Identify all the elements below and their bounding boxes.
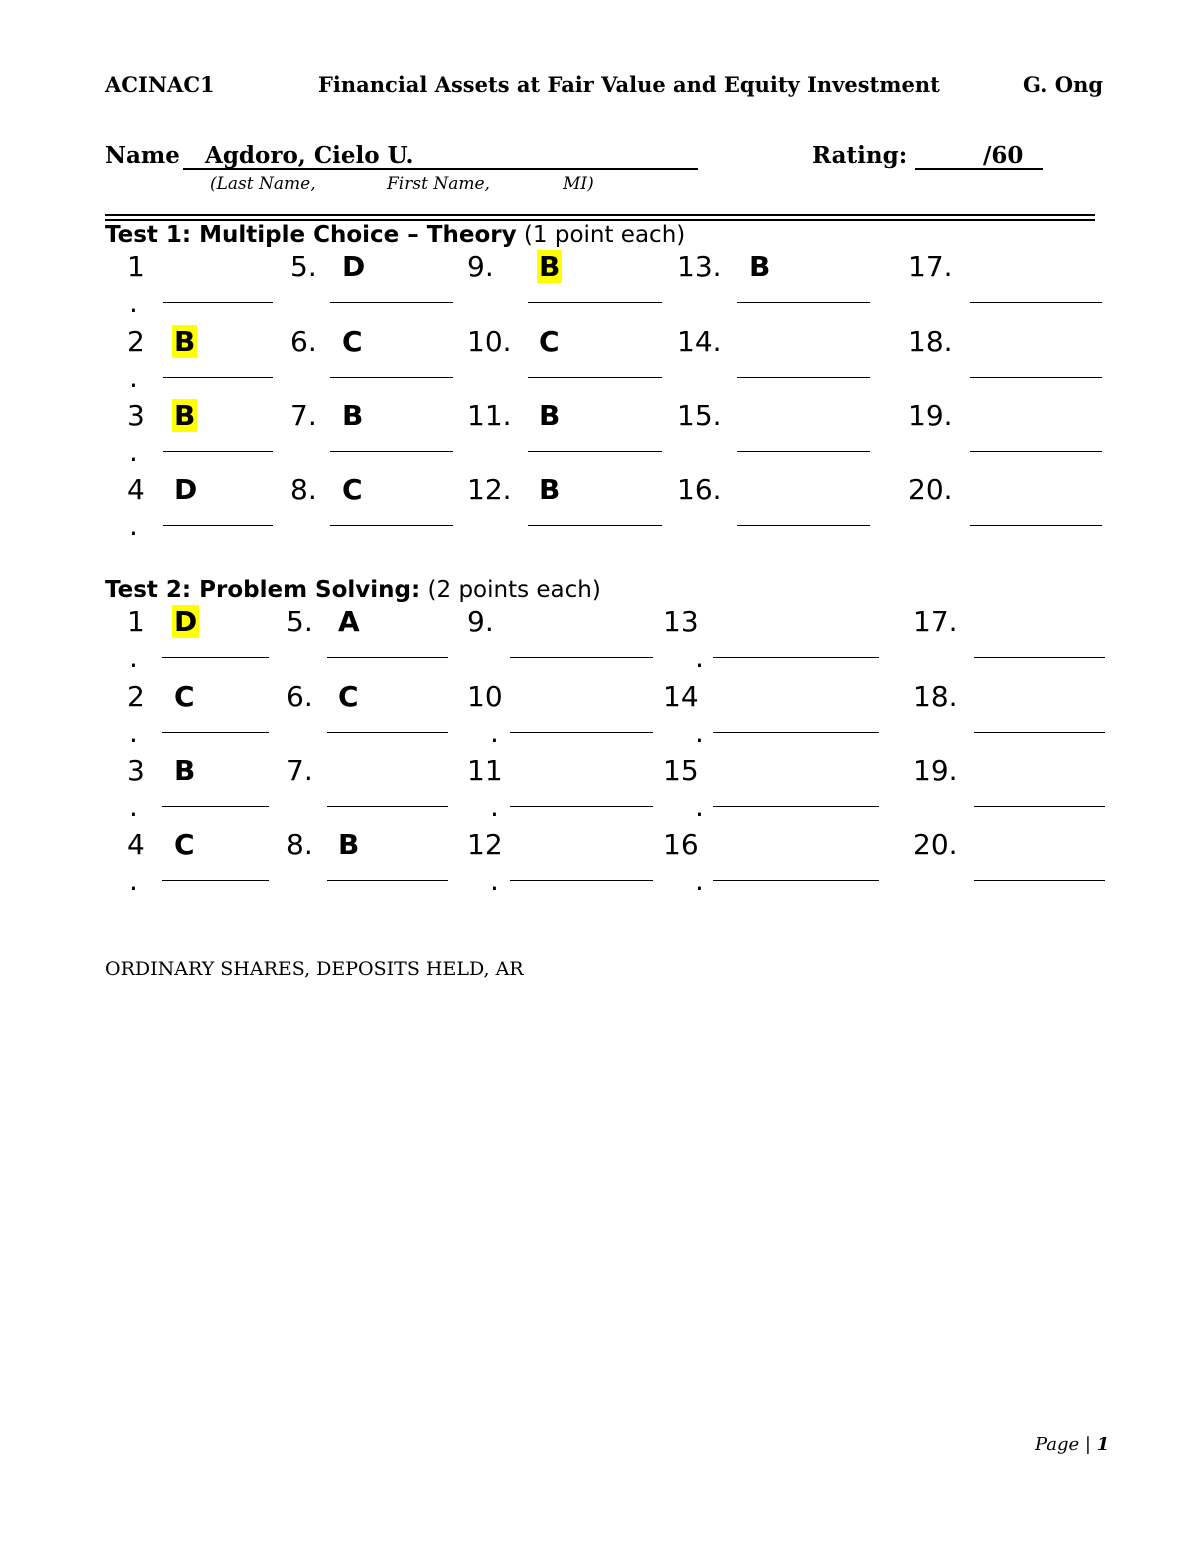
test1-item-number: 13. [677,250,722,283]
test1-answer-blank[interactable] [737,302,870,303]
test2-item-dot: . [490,864,499,897]
test1-answer-blank[interactable] [528,377,662,378]
test2-item-number: 6. [286,680,313,713]
test1-item-dot: . [129,286,138,319]
rating-total: /60 [983,142,1024,169]
test1-answer: B [539,250,561,283]
test2-item-number: 19. [913,754,958,787]
hint-mi: MI) [563,174,594,194]
rating-label: Rating: [812,142,908,169]
test1-item-number: 8. [290,473,317,506]
test2-answer-blank[interactable] [510,657,653,658]
test2-item-dot: . [695,716,704,749]
test1-answer: B [539,473,561,506]
course-code: ACINAC1 [105,72,215,97]
test2-answer-blank[interactable] [713,880,879,881]
test2-title-points: (2 points each) [420,577,601,603]
test1-answer: B [174,325,196,358]
test1-item-number: 18. [908,325,953,358]
test1-answer: B [539,399,561,432]
test2-answer-blank[interactable] [974,880,1105,881]
test1-answer-blank[interactable] [528,525,662,526]
test2-item-number: 2 [127,680,145,713]
test2-title-bold: Test 2: Problem Solving: [105,577,421,603]
test2-answer-blank[interactable] [162,880,269,881]
test2-answer-blank[interactable] [327,657,448,658]
test2-answer: C [174,828,195,861]
test2-item-number: 10 [467,680,503,713]
test1-answer-blank[interactable] [737,525,870,526]
test1-item-number: 10. [467,325,512,358]
test1-item-number: 20. [908,473,953,506]
test1-item-dot: . [129,509,138,542]
hint-last-name: (Last Name, [210,174,316,194]
double-rule-bottom [105,219,1095,221]
instructor-name: G. Ong [1023,72,1104,97]
test2-answer: A [338,605,360,638]
test2-item-number: 16 [663,828,699,861]
test1-answer: C [342,473,363,506]
test1-title-bold: Test 1: Multiple Choice – Theory [105,222,517,248]
test1-item-dot: . [129,435,138,468]
test2-item-number: 1 [127,605,145,638]
test1-answer-blank[interactable] [970,451,1102,452]
test2-item-number: 20. [913,828,958,861]
page-number: 1 [1096,1434,1110,1455]
test1-item-number: 3 [127,399,145,432]
handwritten-note: ORDINARY SHARES, DEPOSITS HELD, AR [105,958,524,980]
name-label: Name [105,142,180,169]
test2-item-number: 7. [286,754,313,787]
test2-item-number: 5. [286,605,313,638]
test2-answer-blank[interactable] [713,732,879,733]
test1-answer: B [174,399,196,432]
student-name: Agdoro, Cielo U. [205,142,414,169]
test2-title [105,577,601,603]
test1-answer: C [342,325,363,358]
test1-answer-blank[interactable] [163,377,273,378]
test2-answer-blank[interactable] [327,880,448,881]
test1-item-dot: . [129,361,138,394]
page-label: Page | [1035,1434,1091,1455]
test1-answer-blank[interactable] [970,525,1102,526]
test2-item-number: 4 [127,828,145,861]
test1-answer-blank[interactable] [163,302,273,303]
test2-answer: B [174,754,196,787]
test2-answer-blank[interactable] [974,732,1105,733]
test2-answer: B [338,828,360,861]
test2-item-number: 18. [913,680,958,713]
test2-item-number: 17. [913,605,958,638]
document-title: Financial Assets at Fair Value and Equity Investment [318,72,940,97]
test2-answer-blank[interactable] [713,657,879,658]
test1-answer: B [749,250,771,283]
test2-item-dot: . [129,641,138,674]
test1-item-number: 7. [290,399,317,432]
test2-answer-blank[interactable] [162,657,269,658]
test2-answer-blank[interactable] [162,732,269,733]
test2-item-dot: . [695,864,704,897]
test1-item-number: 5. [290,250,317,283]
test1-answer-blank[interactable] [737,451,870,452]
test2-answer-blank[interactable] [510,806,653,807]
test1-title-points: (1 point each) [516,222,686,248]
test2-item-dot: . [490,716,499,749]
test1-answer: D [342,250,366,283]
test1-item-number: 16. [677,473,722,506]
test1-answer-blank[interactable] [970,377,1102,378]
test2-item-dot: . [129,790,138,823]
test2-item-dot: . [129,716,138,749]
hint-first-name: First Name, [387,174,490,194]
test1-item-number: 9. [467,250,494,283]
test1-answer-blank[interactable] [163,451,273,452]
test2-answer-blank[interactable] [327,732,448,733]
test2-item-number: 14 [663,680,699,713]
double-rule-top [105,214,1095,216]
test2-item-dot: . [129,864,138,897]
test2-answer-blank[interactable] [162,806,269,807]
test1-item-number: 1 [127,250,145,283]
test2-answer-blank[interactable] [510,732,653,733]
rating-underline [915,143,1043,170]
test2-item-number: 8. [286,828,313,861]
test1-answer-blank[interactable] [737,377,870,378]
test2-item-dot: . [695,641,704,674]
test2-item-number: 9. [467,605,494,638]
test1-item-number: 12. [467,473,512,506]
test2-answer: C [338,680,359,713]
test1-item-number: 11. [467,399,512,432]
test2-item-number: 15 [663,754,699,787]
test1-answer-blank[interactable] [330,302,453,303]
test1-item-number: 14. [677,325,722,358]
test2-answer-blank[interactable] [713,806,879,807]
test2-item-dot: . [695,790,704,823]
test1-answer-blank[interactable] [528,451,662,452]
test2-answer-blank[interactable] [510,880,653,881]
test2-item-number: 13 [663,605,699,638]
test1-item-number: 15. [677,399,722,432]
test2-item-number: 3 [127,754,145,787]
test2-item-number: 12 [467,828,503,861]
test2-answer-blank[interactable] [974,657,1105,658]
test1-answer: D [174,473,198,506]
page-footer [1035,1434,1109,1455]
test1-answer-blank[interactable] [330,451,453,452]
test1-answer-blank[interactable] [528,302,662,303]
test2-item-number: 11 [467,754,503,787]
test1-answer-blank[interactable] [330,377,453,378]
test2-item-dot: . [490,790,499,823]
test1-answer-blank[interactable] [970,302,1102,303]
test1-answer: B [342,399,364,432]
test1-item-number: 2 [127,325,145,358]
test1-title [105,222,685,248]
test1-item-number: 17. [908,250,953,283]
test1-item-number: 4 [127,473,145,506]
test2-answer-blank[interactable] [327,806,448,807]
test1-item-number: 19. [908,399,953,432]
test1-item-number: 6. [290,325,317,358]
test1-answer-blank[interactable] [330,525,453,526]
test1-answer: C [539,325,560,358]
test2-answer: D [174,605,198,638]
test2-answer-blank[interactable] [974,806,1105,807]
test1-answer-blank[interactable] [163,525,273,526]
test2-answer: C [174,680,195,713]
